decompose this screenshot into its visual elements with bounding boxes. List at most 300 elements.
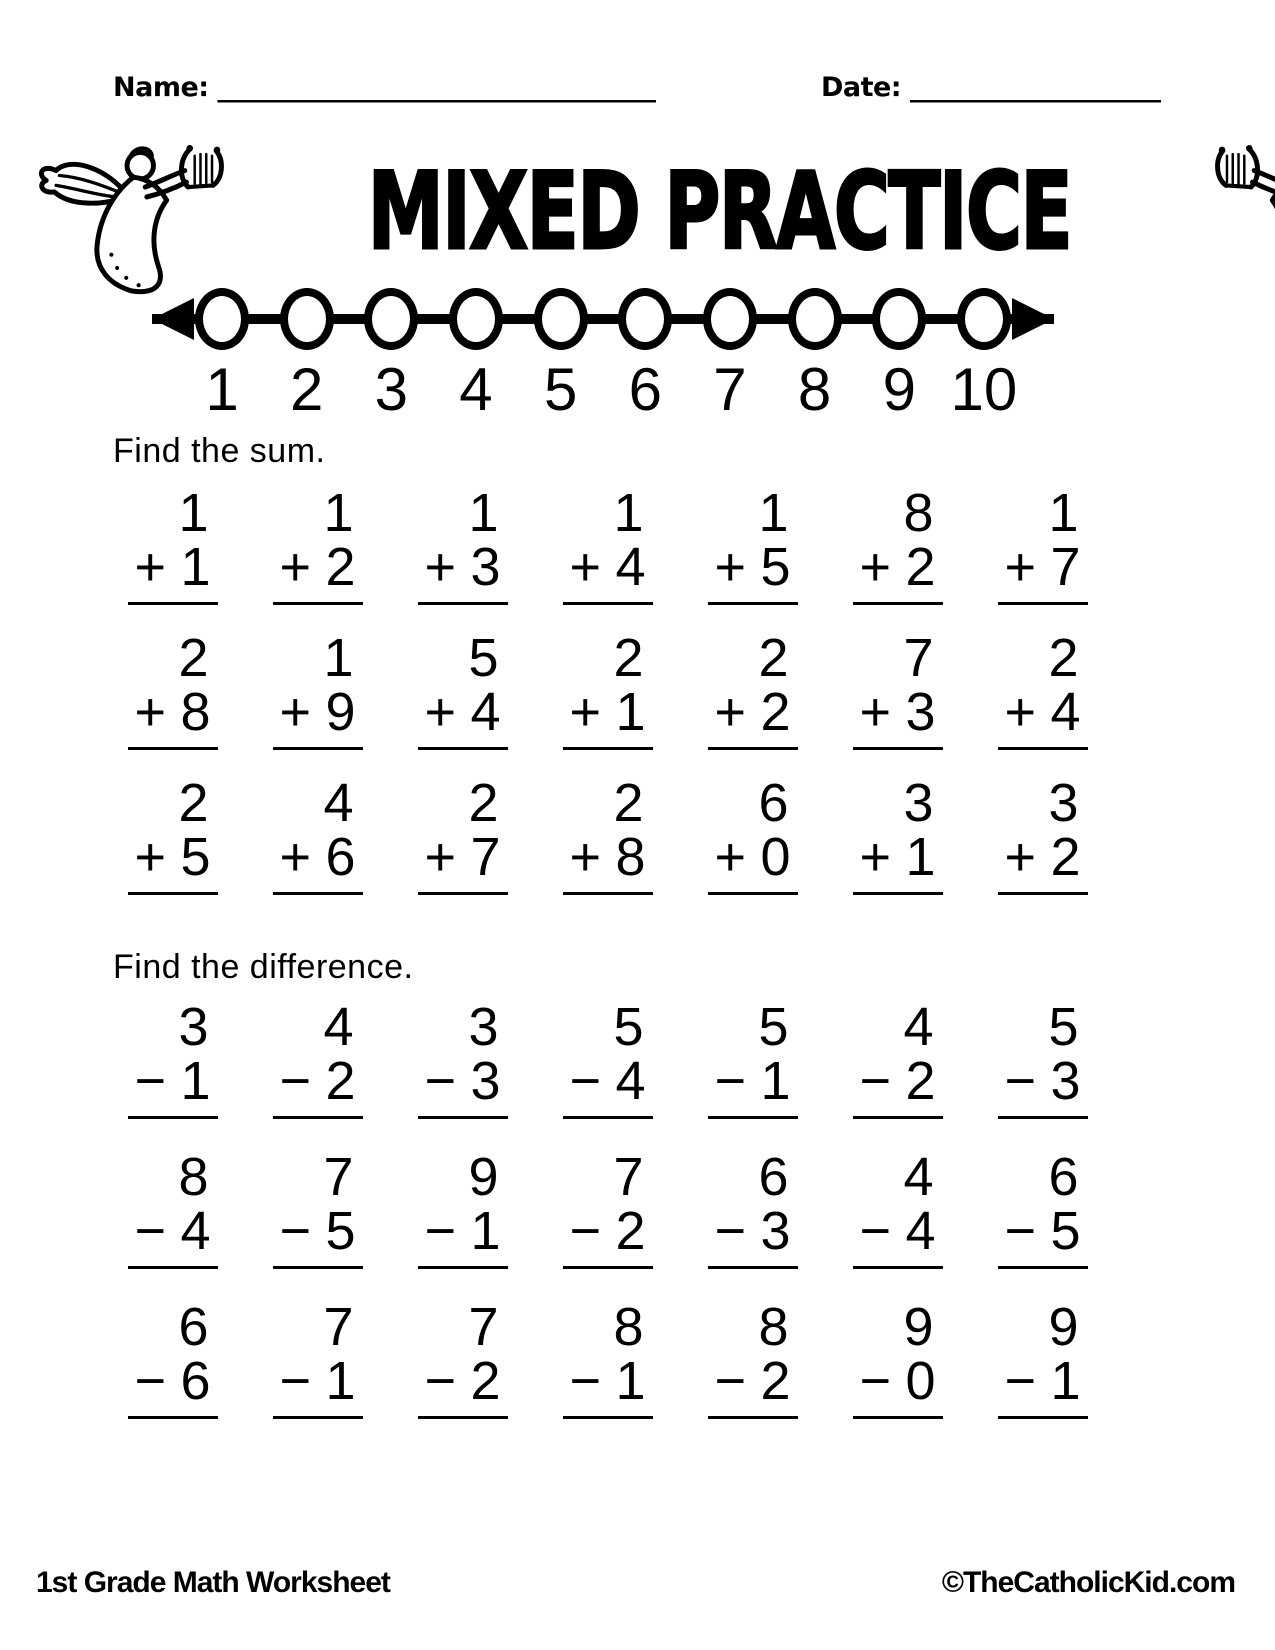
top-operand: 6	[758, 773, 789, 833]
bottom-operand: 4	[180, 1201, 211, 1261]
copyright-label: ©TheCatholicKid.com	[941, 1566, 1235, 1599]
operation-row	[134, 682, 211, 742]
bottom-operand: 3	[470, 537, 501, 597]
number-line-stop	[194, 288, 250, 423]
top-operand: 7	[323, 1297, 354, 1357]
top-operand: 6	[758, 1147, 789, 1207]
bottom-operand: 6	[180, 1351, 211, 1411]
number-line-label: 7	[713, 356, 747, 423]
answer-line	[273, 1266, 363, 1269]
bottom-operand: 1	[615, 682, 646, 742]
addition-problems-grid	[100, 483, 1115, 895]
answer-line	[273, 602, 363, 605]
number-line-point	[618, 288, 672, 350]
operator: −	[569, 1051, 602, 1111]
top-operand: 9	[468, 1147, 499, 1207]
answer-line	[563, 602, 653, 605]
operation-row	[134, 1201, 211, 1261]
top-operand: 3	[1048, 773, 1079, 833]
operator: −	[714, 1051, 747, 1111]
number-line-stop	[617, 288, 673, 423]
operator: −	[279, 1351, 312, 1411]
top-operand: 3	[468, 997, 499, 1057]
bottom-operand: 1	[905, 827, 936, 887]
operation-row	[714, 1051, 791, 1111]
operation-row	[424, 682, 501, 742]
bottom-operand: 4	[615, 537, 646, 597]
top-operand: 8	[758, 1297, 789, 1357]
top-operand: 3	[903, 773, 934, 833]
number-line-label: 6	[628, 356, 662, 423]
answer-line	[998, 1416, 1088, 1419]
answer-line	[563, 892, 653, 895]
answer-line	[273, 747, 363, 750]
top-operand: 7	[903, 628, 934, 688]
answer-line	[853, 1266, 943, 1269]
math-problem	[100, 1297, 245, 1419]
answer-line	[998, 1116, 1088, 1119]
operator: +	[714, 537, 747, 597]
operation-row	[569, 1201, 646, 1261]
number-line-point	[449, 288, 503, 350]
math-problem	[535, 483, 680, 605]
operation-row	[134, 827, 211, 887]
operator: +	[424, 827, 457, 887]
bottom-operand: 8	[180, 682, 211, 742]
answer-line	[273, 1416, 363, 1419]
operator: +	[134, 827, 167, 887]
operation-row	[279, 1201, 356, 1261]
operator: −	[569, 1201, 602, 1261]
answer-line	[708, 747, 798, 750]
answer-line	[563, 1116, 653, 1119]
math-problem	[390, 773, 535, 895]
operation-row	[859, 827, 936, 887]
top-operand: 4	[323, 773, 354, 833]
bottom-operand: 2	[1050, 827, 1081, 887]
math-problem	[680, 1297, 825, 1419]
answer-line	[563, 1266, 653, 1269]
operator: −	[1004, 1351, 1037, 1411]
number-line-label: 9	[882, 356, 916, 423]
bottom-operand: 0	[760, 827, 791, 887]
bottom-operand: 3	[1050, 1051, 1081, 1111]
answer-line	[708, 1416, 798, 1419]
operator: +	[424, 682, 457, 742]
number-line-stop	[448, 288, 504, 423]
operator: +	[859, 682, 892, 742]
math-problem	[390, 997, 535, 1119]
operation-row	[134, 537, 211, 597]
bottom-operand: 1	[325, 1351, 356, 1411]
operation-row	[1004, 682, 1081, 742]
operator: −	[424, 1201, 457, 1261]
top-operand: 5	[613, 997, 644, 1057]
bottom-operand: 1	[615, 1351, 646, 1411]
number-line-label: 8	[797, 356, 832, 423]
page-title: MIXED PRACTICE	[367, 149, 1072, 273]
bottom-operand: 6	[325, 827, 356, 887]
top-operand: 6	[178, 1297, 209, 1357]
answer-line	[418, 1416, 508, 1419]
number-line-stop	[950, 288, 1018, 423]
operator: +	[859, 537, 892, 597]
bottom-operand: 3	[470, 1051, 501, 1111]
number-line-point	[703, 288, 757, 350]
operator: −	[1004, 1201, 1037, 1261]
operation-row	[1004, 1051, 1081, 1111]
top-operand: 1	[613, 483, 644, 543]
name-label: Name:	[113, 72, 209, 103]
top-operand: 1	[178, 483, 209, 543]
answer-line	[273, 1116, 363, 1119]
operator: −	[859, 1351, 892, 1411]
number-line-point	[195, 288, 249, 350]
title-banner	[33, 128, 1217, 308]
math-problem	[970, 997, 1115, 1119]
answer-line	[853, 602, 943, 605]
math-problem	[825, 773, 970, 895]
number-line-point	[788, 288, 842, 350]
number-line-label: 2	[289, 356, 324, 423]
bottom-operand: 5	[325, 1201, 356, 1261]
bottom-operand: 4	[615, 1051, 646, 1111]
answer-line	[273, 892, 363, 895]
answer-line	[563, 747, 653, 750]
math-problem	[680, 773, 825, 895]
answer-line	[128, 1266, 218, 1269]
answer-line	[128, 747, 218, 750]
answer-line	[998, 747, 1088, 750]
bottom-operand: 1	[470, 1201, 501, 1261]
operator: −	[714, 1351, 747, 1411]
top-operand: 1	[323, 628, 354, 688]
bottom-operand: 9	[325, 682, 356, 742]
top-operand: 6	[1048, 1147, 1079, 1207]
math-problem	[390, 483, 535, 605]
top-operand: 8	[903, 483, 934, 543]
math-problem	[825, 1147, 970, 1269]
operator: +	[569, 682, 602, 742]
operation-row	[714, 682, 791, 742]
top-operand: 2	[1048, 628, 1079, 688]
top-operand: 8	[613, 1297, 644, 1357]
bottom-operand: 2	[760, 1351, 791, 1411]
top-operand: 1	[758, 483, 789, 543]
top-operand: 5	[758, 997, 789, 1057]
top-operand: 4	[903, 997, 934, 1057]
operation-row	[714, 1201, 791, 1261]
top-operand: 1	[323, 483, 354, 543]
number-line-point	[280, 288, 334, 350]
math-problem	[680, 1147, 825, 1269]
top-operand: 9	[1048, 1297, 1079, 1357]
date-field	[821, 72, 1160, 103]
answer-line	[998, 1266, 1088, 1269]
bottom-operand: 2	[325, 537, 356, 597]
top-operand: 2	[468, 773, 499, 833]
number-line-point	[534, 288, 588, 350]
operation-row	[714, 1351, 791, 1411]
operation-row	[279, 537, 356, 597]
name-field	[113, 72, 655, 103]
top-operand: 2	[178, 628, 209, 688]
answer-line	[708, 1116, 798, 1119]
math-problem	[100, 483, 245, 605]
bottom-operand: 3	[760, 1201, 791, 1261]
answer-line	[853, 1116, 943, 1119]
date-blank-line: ____________________	[910, 72, 1160, 103]
bottom-operand: 2	[905, 1051, 936, 1111]
difference-section-instruction: Find the difference.	[113, 948, 414, 986]
bottom-operand: 2	[905, 537, 936, 597]
math-problem	[970, 1147, 1115, 1269]
top-operand: 2	[758, 628, 789, 688]
answer-line	[708, 892, 798, 895]
operator: +	[279, 682, 312, 742]
top-operand: 2	[613, 628, 644, 688]
top-operand: 4	[323, 997, 354, 1057]
operation-row	[279, 682, 356, 742]
number-line-track	[194, 288, 1018, 423]
operator: +	[424, 537, 457, 597]
answer-line	[418, 602, 508, 605]
number-line-point	[872, 288, 926, 350]
bottom-operand: 2	[325, 1051, 356, 1111]
operator: +	[569, 537, 602, 597]
bottom-operand: 8	[615, 827, 646, 887]
bottom-operand: 7	[470, 827, 501, 887]
answer-line	[418, 747, 508, 750]
number-line-label: 5	[543, 356, 578, 423]
operation-row	[424, 1201, 501, 1261]
worksheet-grade-label: 1st Grade Math Worksheet	[36, 1566, 390, 1599]
answer-line	[128, 1116, 218, 1119]
operator: −	[279, 1051, 312, 1111]
math-problem	[100, 1147, 245, 1269]
answer-line	[563, 1416, 653, 1419]
bottom-operand: 1	[1050, 1351, 1081, 1411]
operation-row	[859, 682, 936, 742]
math-problem	[825, 1297, 970, 1419]
top-operand: 7	[323, 1147, 354, 1207]
bottom-operand: 2	[760, 682, 791, 742]
number-line-stop	[533, 288, 589, 423]
name-blank-line: ___________________________________	[217, 72, 655, 103]
top-operand: 7	[468, 1297, 499, 1357]
math-problem	[390, 1297, 535, 1419]
top-operand: 9	[903, 1297, 934, 1357]
math-problem	[680, 628, 825, 750]
number-line-label: 4	[459, 356, 493, 423]
bottom-operand: 5	[180, 827, 211, 887]
operation-row	[714, 827, 791, 887]
number-line-label: 1	[205, 356, 239, 423]
number-line-label: 10	[950, 356, 1018, 423]
operation-row	[1004, 827, 1081, 887]
math-problem	[825, 483, 970, 605]
operator: −	[714, 1201, 747, 1261]
math-problem	[245, 997, 390, 1119]
answer-line	[128, 1416, 218, 1419]
operation-row	[424, 537, 501, 597]
top-operand: 7	[613, 1147, 644, 1207]
answer-line	[708, 1266, 798, 1269]
number-line-stop	[871, 288, 927, 423]
answer-line	[128, 602, 218, 605]
answer-line	[418, 1116, 508, 1119]
math-problem	[970, 1297, 1115, 1419]
operator: +	[859, 827, 892, 887]
answer-line	[418, 1266, 508, 1269]
operation-row	[569, 1351, 646, 1411]
operator: +	[714, 827, 747, 887]
number-line-stop	[279, 288, 335, 423]
bottom-operand: 1	[180, 537, 211, 597]
answer-line	[998, 892, 1088, 895]
number-line-stop	[787, 288, 843, 423]
operator: +	[279, 537, 312, 597]
math-problem	[535, 1147, 680, 1269]
operator: −	[279, 1201, 312, 1261]
math-problem	[100, 773, 245, 895]
number-line	[152, 288, 1054, 423]
bottom-operand: 4	[1050, 682, 1081, 742]
operation-row	[1004, 537, 1081, 597]
math-problem	[680, 483, 825, 605]
operation-row	[134, 1051, 211, 1111]
bottom-operand: 7	[1050, 537, 1081, 597]
operation-row	[424, 827, 501, 887]
operator: +	[1004, 682, 1037, 742]
top-operand: 8	[178, 1147, 209, 1207]
top-operand: 2	[613, 773, 644, 833]
bottom-operand: 1	[180, 1051, 211, 1111]
operation-row	[279, 1351, 356, 1411]
bottom-operand: 2	[470, 1351, 501, 1411]
operation-row	[569, 537, 646, 597]
answer-line	[853, 1416, 943, 1419]
number-line-stop	[702, 288, 758, 423]
operation-row	[569, 682, 646, 742]
bottom-operand: 4	[470, 682, 501, 742]
math-problem	[535, 997, 680, 1119]
top-operand: 3	[178, 997, 209, 1057]
operator: +	[279, 827, 312, 887]
math-problem	[535, 628, 680, 750]
top-operand: 1	[468, 483, 499, 543]
date-label: Date:	[820, 72, 902, 103]
bottom-operand: 3	[905, 682, 936, 742]
bottom-operand: 0	[905, 1351, 936, 1411]
math-problem	[100, 628, 245, 750]
number-line-label: 3	[374, 356, 408, 423]
answer-line	[418, 892, 508, 895]
operator: +	[1004, 537, 1037, 597]
operation-row	[714, 537, 791, 597]
number-line-stop	[363, 288, 419, 423]
operation-row	[1004, 1201, 1081, 1261]
math-problem	[100, 997, 245, 1119]
number-line-point	[364, 288, 418, 350]
math-problem	[680, 997, 825, 1119]
operator: +	[1004, 827, 1037, 887]
math-problem	[245, 483, 390, 605]
operation-row	[134, 1351, 211, 1411]
math-problem	[970, 628, 1115, 750]
top-operand: 2	[178, 773, 209, 833]
top-operand: 4	[903, 1147, 934, 1207]
operation-row	[859, 1051, 936, 1111]
math-problem	[390, 628, 535, 750]
operator: −	[859, 1051, 892, 1111]
operation-row	[424, 1351, 501, 1411]
operator: +	[714, 682, 747, 742]
math-problem	[245, 628, 390, 750]
operator: −	[134, 1351, 167, 1411]
operator: −	[859, 1201, 892, 1261]
top-operand: 5	[1048, 997, 1079, 1057]
math-problem	[390, 1147, 535, 1269]
operation-row	[859, 537, 936, 597]
operator: −	[134, 1201, 167, 1261]
operator: −	[424, 1351, 457, 1411]
top-operand: 1	[1048, 483, 1079, 543]
operation-row	[424, 1051, 501, 1111]
subtraction-problems-grid	[100, 997, 1115, 1419]
math-problem	[825, 628, 970, 750]
math-problem	[970, 483, 1115, 605]
operation-row	[859, 1351, 936, 1411]
operation-row	[1004, 1351, 1081, 1411]
number-line-point	[957, 288, 1011, 350]
operation-row	[569, 827, 646, 887]
math-problem	[245, 1147, 390, 1269]
angel-harp-icon	[33, 134, 231, 302]
bottom-operand: 5	[760, 537, 791, 597]
top-operand: 5	[468, 628, 499, 688]
operator: −	[424, 1051, 457, 1111]
bottom-operand: 4	[905, 1201, 936, 1261]
math-problem	[245, 1297, 390, 1419]
operator: +	[569, 827, 602, 887]
operator: +	[134, 537, 167, 597]
bottom-operand: 5	[1050, 1201, 1081, 1261]
math-problem	[970, 773, 1115, 895]
bottom-operand: 1	[760, 1051, 791, 1111]
operation-row	[279, 1051, 356, 1111]
answer-line	[998, 602, 1088, 605]
operator: −	[1004, 1051, 1037, 1111]
answer-line	[853, 747, 943, 750]
math-problem	[825, 997, 970, 1119]
operator: −	[134, 1051, 167, 1111]
operator: −	[569, 1351, 602, 1411]
operator: +	[134, 682, 167, 742]
math-problem	[535, 773, 680, 895]
operation-row	[859, 1201, 936, 1261]
answer-line	[853, 892, 943, 895]
operation-row	[569, 1051, 646, 1111]
answer-line	[128, 892, 218, 895]
math-problem	[535, 1297, 680, 1419]
operation-row	[279, 827, 356, 887]
angel-harp-icon-mirrored	[1208, 134, 1275, 302]
header-row	[113, 72, 1160, 103]
answer-line	[708, 602, 798, 605]
sum-section-instruction: Find the sum.	[113, 432, 326, 470]
math-problem	[245, 773, 390, 895]
